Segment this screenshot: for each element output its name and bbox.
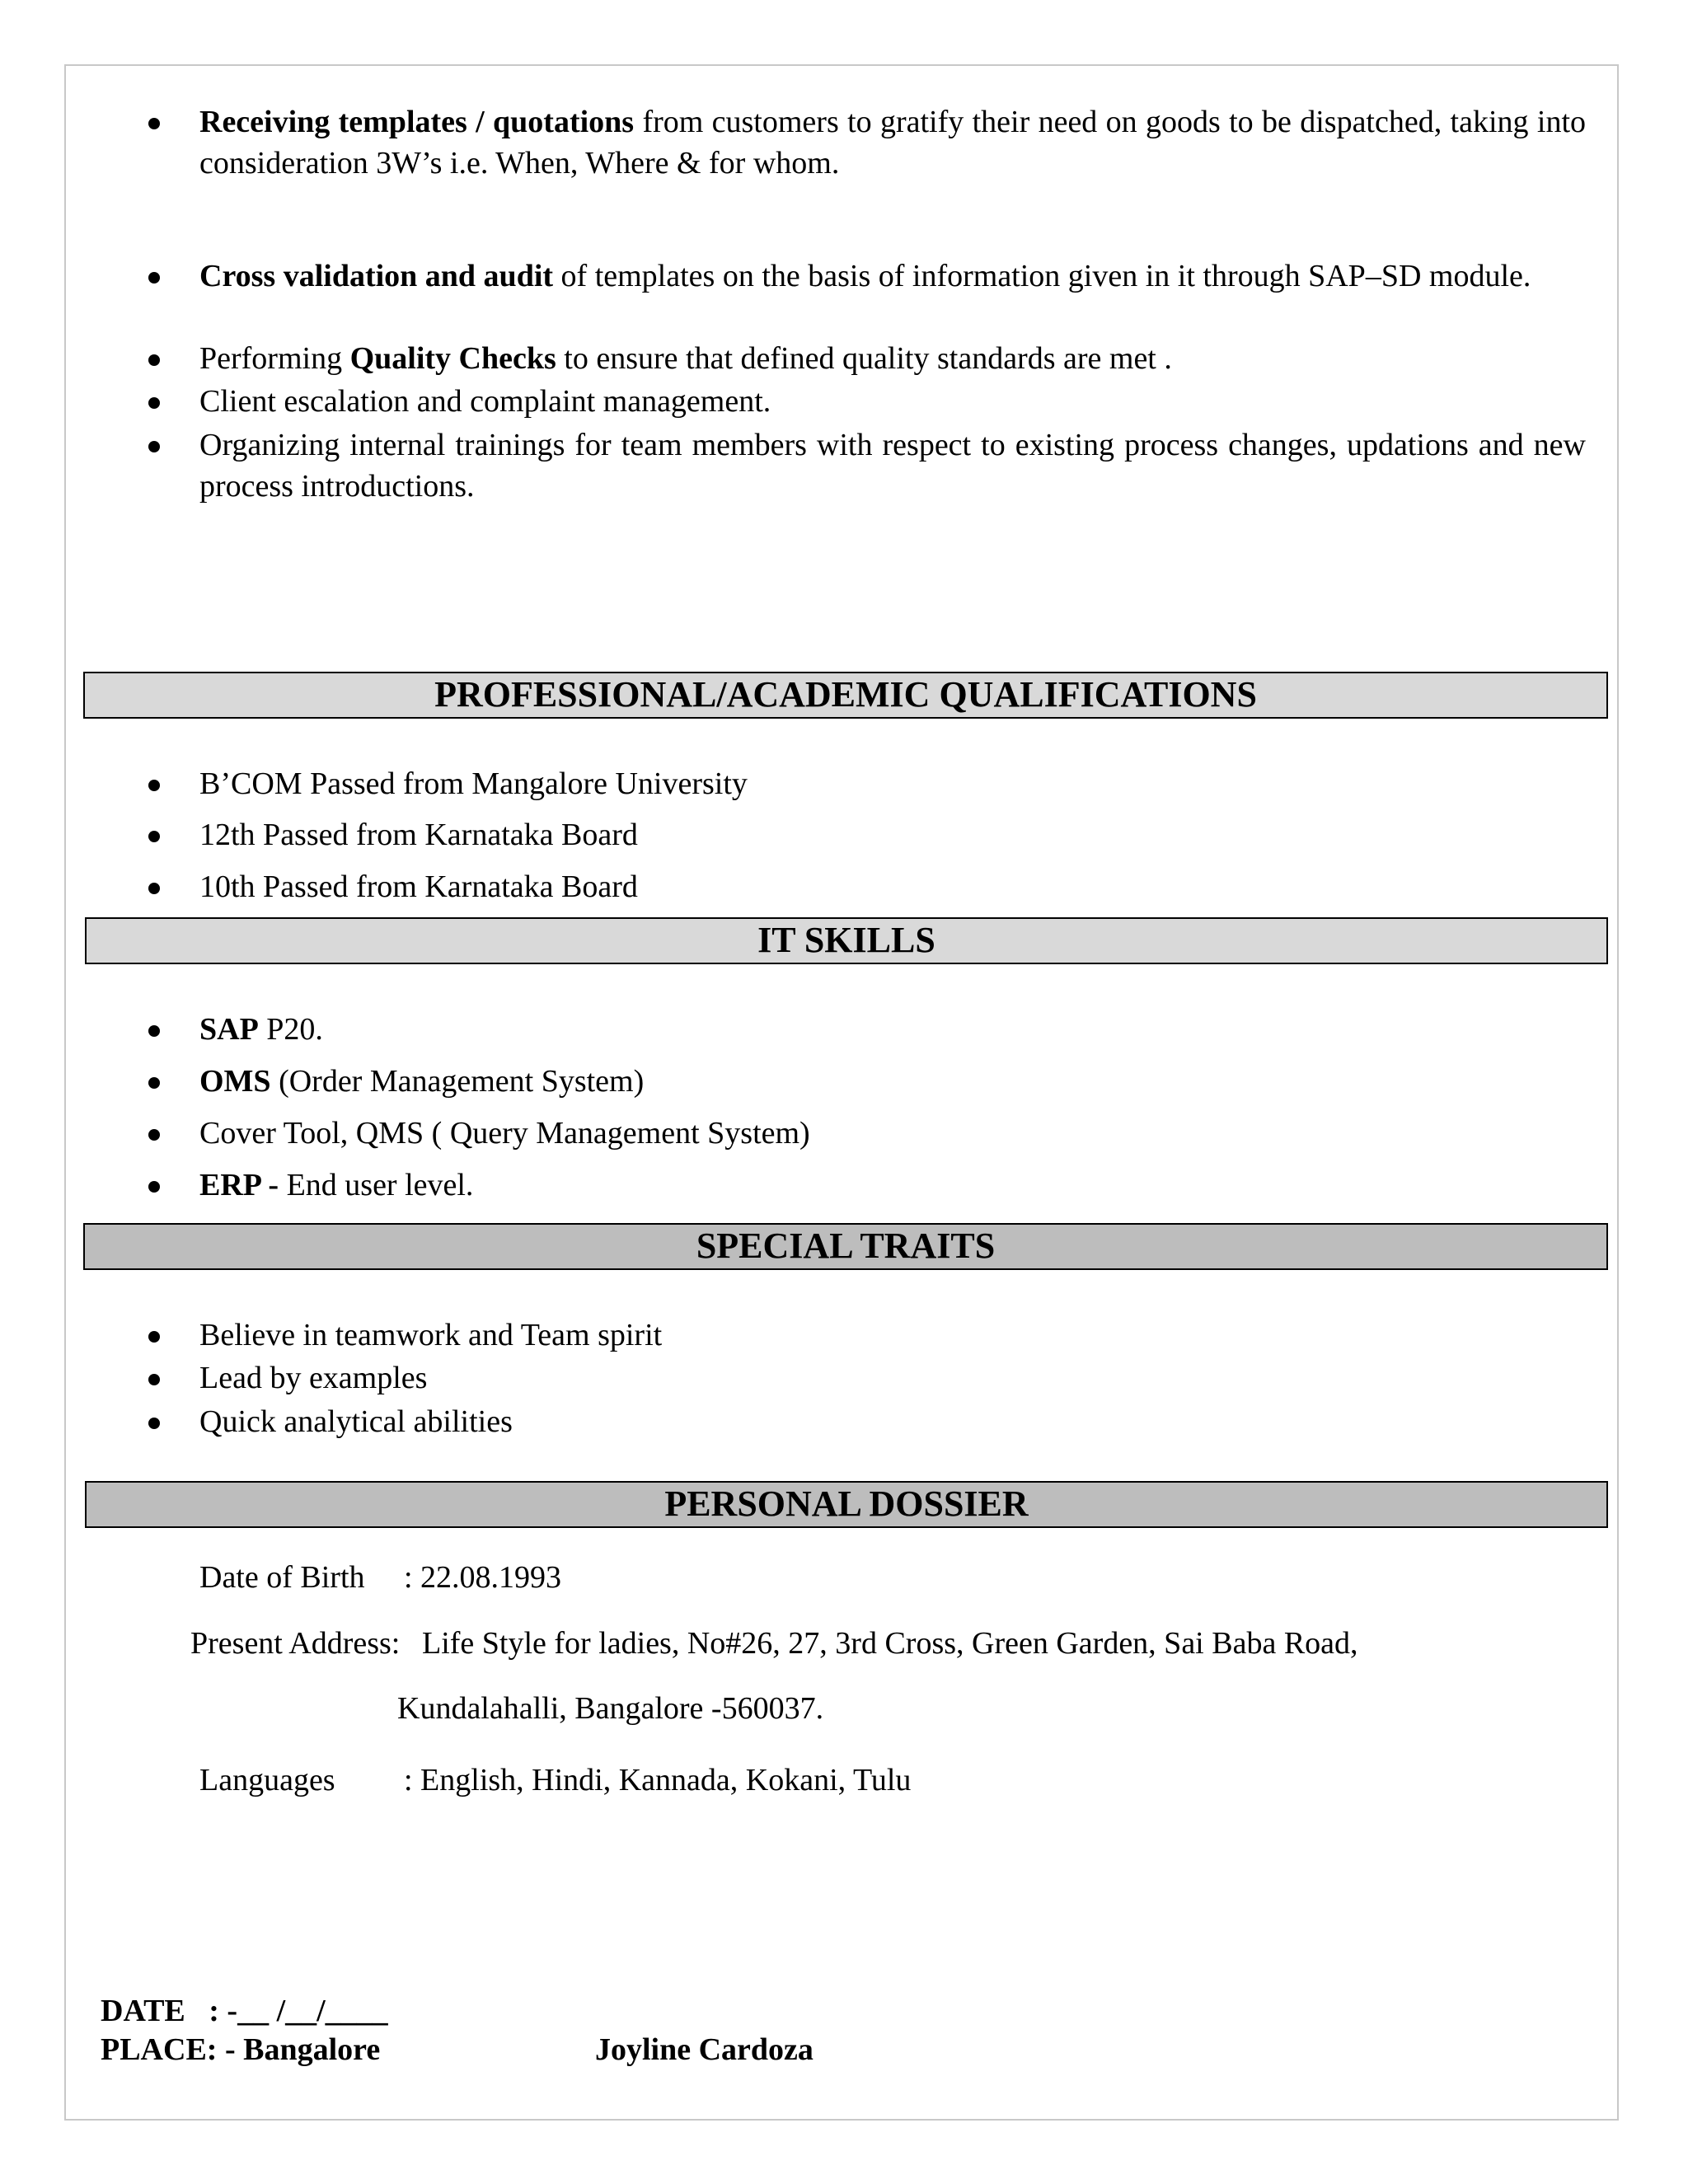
bullet <box>148 831 160 842</box>
bullet <box>148 272 160 284</box>
bullet <box>148 397 160 409</box>
list-item: OMS (Order Management System) <box>199 1064 645 1099</box>
bullet <box>148 780 160 791</box>
signatory-name: Joyline Cardoza <box>595 2032 814 2067</box>
bullet <box>148 1331 160 1343</box>
bullet <box>148 1129 160 1141</box>
list-item: Client escalation and complaint management. <box>199 384 771 419</box>
list-item: Organizing internal trainings for team members with respect to existing process changes, updations and new process introductions. <box>199 428 1586 504</box>
address-line-2: Kundalahalli, Bangalore -560037. <box>397 1691 824 1726</box>
bullet <box>148 1374 160 1385</box>
list-item: Cross validation and audit of templates on the basis of information given in it through SAP–SD module. <box>199 259 1531 293</box>
bullet <box>148 1418 160 1429</box>
list-item: B’COM Passed from Mangalore University <box>199 766 748 801</box>
bullet <box>148 1025 160 1037</box>
bullet <box>148 1077 160 1089</box>
languages-value: : English, Hindi, Kannada, Kokani, Tulu <box>404 1763 912 1797</box>
list-item: Quick analytical abilities <box>199 1404 513 1439</box>
list-item: ERP - End user level. <box>199 1168 474 1202</box>
address-line-1: Life Style for ladies, No#26, 27, 3rd Cross, Green Garden, Sai Baba Road, <box>422 1626 1358 1661</box>
list-item: Lead by examples <box>199 1361 428 1395</box>
list-item: Cover Tool, QMS ( Query Management System) <box>199 1116 810 1151</box>
list-item: Receiving templates / quotations from customers to gratify their need on goods to be dispatched, taking into consideration 3W’s i.e. When, Where & for whom. <box>199 105 1586 180</box>
dob-label: Date of Birth <box>199 1560 365 1595</box>
bullet <box>148 1181 160 1193</box>
bullet <box>148 441 160 452</box>
section-header-it-skills: IT SKILLS <box>85 917 1608 964</box>
list-item: SAP P20. <box>199 1012 323 1047</box>
list-item: Believe in teamwork and Team spirit <box>199 1318 663 1352</box>
languages-label: Languages <box>199 1763 335 1797</box>
section-header-special-traits: SPECIAL TRAITS <box>83 1223 1608 1270</box>
bullet <box>148 354 160 366</box>
bullet <box>148 883 160 894</box>
list-item: Performing Quality Checks to ensure that defined quality standards are met . <box>199 341 1172 376</box>
date-line: DATE : -__ /__/____ <box>101 1994 388 2028</box>
list-item: 10th Passed from Karnataka Board <box>199 869 638 904</box>
bullet <box>148 118 160 129</box>
list-item: 12th Passed from Karnataka Board <box>199 818 638 852</box>
dob-value: : 22.08.1993 <box>404 1560 562 1595</box>
section-header-qualifications: PROFESSIONAL/ACADEMIC QUALIFICATIONS <box>83 672 1608 719</box>
section-header-personal-dossier: PERSONAL DOSSIER <box>85 1481 1608 1528</box>
place-line: PLACE: - Bangalore <box>101 2032 381 2067</box>
address-label: Present Address: <box>190 1626 401 1661</box>
